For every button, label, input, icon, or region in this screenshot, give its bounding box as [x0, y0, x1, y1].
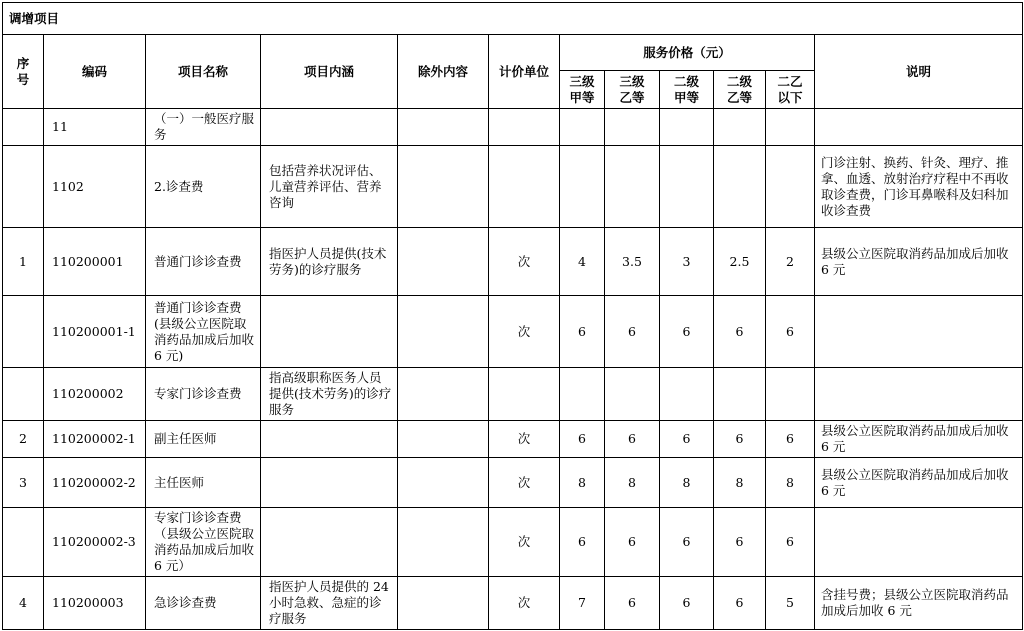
cell-name: 专家门诊诊查费: [146, 368, 261, 421]
cell-name: 2.诊查费: [146, 146, 261, 228]
cell-code: 110200002-3: [44, 508, 146, 577]
cell-p2: [605, 368, 660, 421]
cell-p4: 6: [714, 421, 766, 458]
cell-p5: [766, 368, 815, 421]
cell-content: 包括营养状况评估、儿童营养评估、营养咨询: [261, 146, 398, 228]
cell-p5: 6: [766, 508, 815, 577]
table-row: [3, 146, 1023, 228]
cell-p5: [766, 109, 815, 146]
cell-seq: 3: [3, 458, 44, 508]
cell-p2: 6: [605, 577, 660, 630]
header-level-1: 三级 甲等: [560, 71, 605, 109]
table-row: [3, 109, 1023, 146]
cell-exclude: [398, 458, 489, 508]
cell-code: 1102: [44, 146, 146, 228]
cell-p2: 6: [605, 421, 660, 458]
header-seq: 序 号: [3, 35, 44, 109]
header-level-3: 二级 甲等: [660, 71, 714, 109]
cell-unit: 次: [489, 458, 560, 508]
table-row: [3, 296, 1023, 368]
cell-p4: 6: [714, 577, 766, 630]
cell-p1: [560, 368, 605, 421]
cell-p1: [560, 146, 605, 228]
cell-unit: 次: [489, 296, 560, 368]
cell-desc: [815, 508, 1023, 577]
cell-p4: [714, 146, 766, 228]
cell-name: 副主任医师: [146, 421, 261, 458]
cell-unit: [489, 146, 560, 228]
cell-desc: [815, 368, 1023, 421]
cell-p5: 5: [766, 577, 815, 630]
cell-desc: 县级公立医院取消药品加成后加收 6 元: [815, 421, 1023, 458]
cell-p4: [714, 368, 766, 421]
cell-code: 110200002: [44, 368, 146, 421]
cell-content: 指高级职称医务人员提供(技术劳务)的诊疗服务: [261, 368, 398, 421]
cell-p2: 6: [605, 508, 660, 577]
cell-seq: [3, 368, 44, 421]
cell-seq: 2: [3, 421, 44, 458]
cell-seq: 1: [3, 228, 44, 296]
header-level-4: 二级 乙等: [714, 71, 766, 109]
cell-content: [261, 508, 398, 577]
header-code: 编码: [44, 35, 146, 109]
cell-unit: [489, 109, 560, 146]
table-row: [3, 508, 1023, 577]
cell-unit: 次: [489, 508, 560, 577]
cell-desc: 含挂号费；县级公立医院取消药品加成后加收 6 元: [815, 577, 1023, 630]
cell-p3: [660, 368, 714, 421]
price-table-container: [2, 2, 1023, 630]
cell-p1: 7: [560, 577, 605, 630]
cell-exclude: [398, 421, 489, 458]
header-name: 项目名称: [146, 35, 261, 109]
cell-content: [261, 421, 398, 458]
header-content: 项目内涵: [261, 35, 398, 109]
cell-exclude: [398, 296, 489, 368]
cell-name: （一）一般医疗服务: [146, 109, 261, 146]
cell-name: 普通门诊诊查费: [146, 228, 261, 296]
cell-unit: 次: [489, 577, 560, 630]
header-price-group: 服务价格（元）: [560, 35, 815, 71]
cell-p3: 6: [660, 296, 714, 368]
cell-unit: 次: [489, 228, 560, 296]
cell-name: 普通门诊诊查费(县级公立医院取消药品加成后加收 6 元): [146, 296, 261, 368]
cell-p5: 6: [766, 296, 815, 368]
cell-p2: 3.5: [605, 228, 660, 296]
cell-content: [261, 458, 398, 508]
cell-p1: 6: [560, 296, 605, 368]
cell-code: 110200001: [44, 228, 146, 296]
table-row: [3, 577, 1023, 630]
cell-p1: 8: [560, 458, 605, 508]
header-desc: 说明: [815, 35, 1023, 109]
cell-p4: [714, 109, 766, 146]
cell-p4: 6: [714, 296, 766, 368]
table-row: [3, 368, 1023, 421]
cell-exclude: [398, 508, 489, 577]
cell-p5: 8: [766, 458, 815, 508]
cell-desc: 县级公立医院取消药品加成后加收 6 元: [815, 458, 1023, 508]
cell-exclude: [398, 228, 489, 296]
cell-p3: 6: [660, 577, 714, 630]
cell-p2: [605, 146, 660, 228]
cell-exclude: [398, 368, 489, 421]
header-level-5: 二乙 以下: [766, 71, 815, 109]
cell-code: 110200002-1: [44, 421, 146, 458]
cell-seq: [3, 146, 44, 228]
cell-desc: [815, 109, 1023, 146]
cell-seq: [3, 508, 44, 577]
cell-p3: [660, 109, 714, 146]
cell-p3: 8: [660, 458, 714, 508]
cell-name: 急诊诊查费: [146, 577, 261, 630]
cell-content: 指医护人员提供的 24 小时急救、急症的诊疗服务: [261, 577, 398, 630]
cell-p1: 6: [560, 508, 605, 577]
cell-p5: [766, 146, 815, 228]
cell-seq: [3, 109, 44, 146]
cell-code: 110200003: [44, 577, 146, 630]
cell-p3: [660, 146, 714, 228]
cell-p5: 6: [766, 421, 815, 458]
cell-unit: 次: [489, 421, 560, 458]
table-title: 调增项目: [3, 3, 1023, 35]
cell-exclude: [398, 577, 489, 630]
cell-content: 指医护人员提供(技术劳务)的诊疗服务: [261, 228, 398, 296]
table-row: [3, 228, 1023, 296]
header-exclude: 除外内容: [398, 35, 489, 109]
cell-p1: 4: [560, 228, 605, 296]
cell-p3: 6: [660, 508, 714, 577]
cell-p4: 8: [714, 458, 766, 508]
header-unit: 计价单位: [489, 35, 560, 109]
table-row: [3, 421, 1023, 458]
cell-p4: 6: [714, 508, 766, 577]
price-table: [2, 2, 1023, 630]
cell-content: [261, 109, 398, 146]
cell-desc: 门诊注射、换药、针灸、理疗、推拿、血透、放射治疗疗程中不再收取诊查费，门诊耳鼻喉科及妇科加收诊查费: [815, 146, 1023, 228]
cell-name: 专家门诊诊查费（县级公立医院取消药品加成后加收 6 元）: [146, 508, 261, 577]
cell-p4: 2.5: [714, 228, 766, 296]
cell-seq: 4: [3, 577, 44, 630]
cell-exclude: [398, 109, 489, 146]
cell-p2: [605, 109, 660, 146]
cell-p3: 3: [660, 228, 714, 296]
cell-desc: 县级公立医院取消药品加成后加收 6 元: [815, 228, 1023, 296]
cell-p2: 8: [605, 458, 660, 508]
cell-code: 110200002-2: [44, 458, 146, 508]
cell-code: 11: [44, 109, 146, 146]
cell-name: 主任医师: [146, 458, 261, 508]
header-level-2: 三级 乙等: [605, 71, 660, 109]
cell-p1: [560, 109, 605, 146]
cell-p5: 2: [766, 228, 815, 296]
table-row: [3, 458, 1023, 508]
cell-seq: [3, 296, 44, 368]
cell-code: 110200001-1: [44, 296, 146, 368]
cell-unit: [489, 368, 560, 421]
cell-p3: 6: [660, 421, 714, 458]
cell-p2: 6: [605, 296, 660, 368]
cell-p1: 6: [560, 421, 605, 458]
cell-exclude: [398, 146, 489, 228]
cell-content: [261, 296, 398, 368]
cell-desc: [815, 296, 1023, 368]
